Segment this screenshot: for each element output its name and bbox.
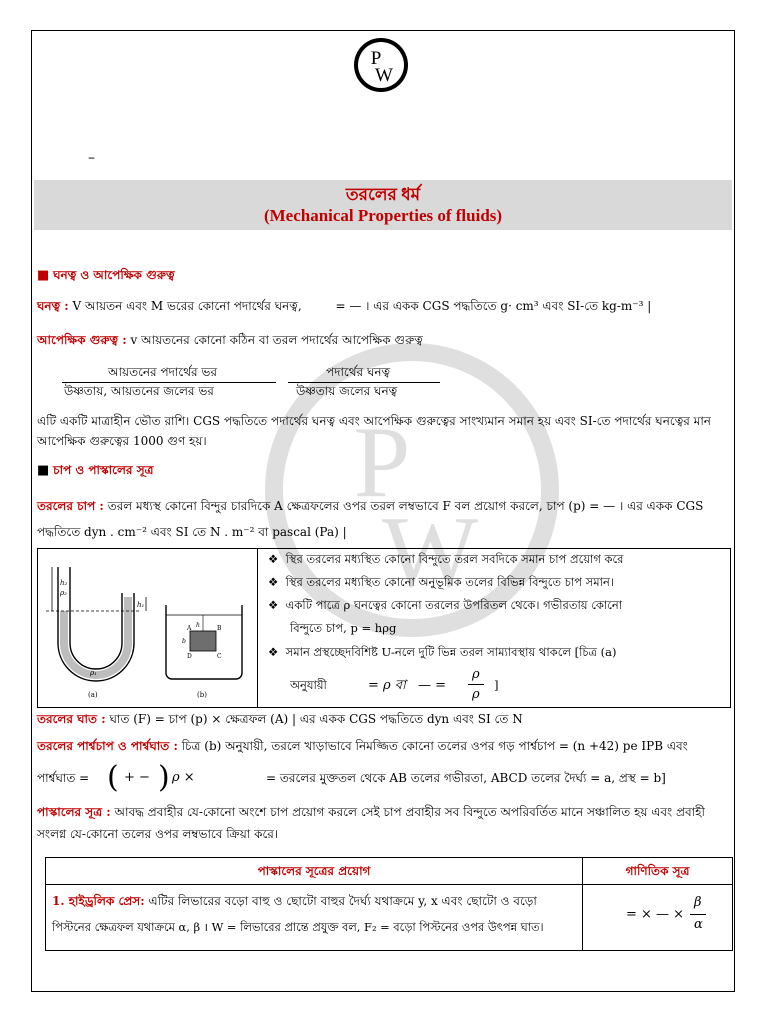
- title-english: (Mechanical Properties of fluids): [263, 206, 503, 225]
- bullet-square-icon: ■: [37, 463, 50, 478]
- pressure-point-2: ❖ স্থির তরলের মধ্যস্থিত কোনো অনুভূমিক তলের বিভিন্ন বিন্দুতে চাপ সমান।: [268, 575, 614, 589]
- bullet-square-icon: ■: [37, 268, 50, 283]
- title-banner: [34, 180, 732, 230]
- fig-label-b-width: b: [182, 638, 186, 645]
- section-heading-density: ■ ঘনত্ব ও আপেক্ষিক গুরুত্ব: [37, 268, 175, 283]
- hydraulic-formula-bar: [690, 914, 706, 915]
- fig-label-D: D: [187, 653, 192, 660]
- pressure-definition-line-1: তরলের চাপ : তরল মধ্যস্থ কোনো বিন্দুর চারদিকে A ক্ষেত্রফলের ওপর তরল লম্বভাবে F বল প্রয়োগ করলে, চাপ (p) = — । এর একক CGS: [37, 499, 704, 513]
- fig-label-C: C: [217, 653, 222, 660]
- hydraulic-formula: = × — ×: [626, 907, 685, 922]
- pressure-point-3-cont: বিন্দুতে চাপ, p = hρg: [290, 621, 397, 635]
- fig-label-a: (a): [88, 691, 98, 699]
- fraction-2-denominator: উষ্ণতায় জলের ঘনত্ব: [296, 384, 398, 398]
- fraction-1-denominator: উষ্ণতায়, আয়তনের জলের ভর: [64, 384, 214, 398]
- paragraph-line-1: এটি একটি মাত্রাহীন ভৌত রাশি। CGS পদ্ধতিতে পদার্থের ঘনত্ব এবং আপেক্ষিক গুরুত্বের সাংখ্যমান সমান হয় এবং SI-তে পদার্থের ঘনত্বের মান: [37, 414, 711, 428]
- lateral-rho-times: ρ ×: [172, 770, 195, 785]
- stray-dash: –: [88, 150, 95, 166]
- section-heading-pressure: ■ চাপ ও পাস্কালের সূত্র: [37, 463, 154, 478]
- fraction-1-numerator: আয়তনের পদার্থের ভর: [108, 365, 217, 379]
- fig-label-h1: h₁: [137, 601, 145, 609]
- pascal-law-line-1: পাস্কালের সূত্র : আবদ্ধ প্রবাহীর যে-কোনো অংশে চাপ প্রয়োগ করলে সেই চাপ প্রবাহীর সব বিন্দুতে অপরিবর্তিত মানে সঞ্চালিত হয় এবং প্রবাহী: [37, 805, 705, 819]
- logo-letter-p: P: [370, 48, 382, 69]
- lateral-thrust-explanation: = তরলের মুক্ততল থেকে AB তলের গভীরতা, ABCD তলের দৈর্ঘ্য = a, প্রস্থ = b]: [266, 771, 666, 785]
- pressure-point-4: ❖ সমান প্রস্থচ্ছেদবিশিষ্ট U-নলে দুটি ভিন্ন তরল সাম্যাবস্থায় থাকলে [চিত্র (a): [268, 645, 617, 659]
- pressure-point-1: ❖ স্থির তরলের মধ্যস্থিত কোনো বিন্দুতে তরল সবদিকে সমান চাপ প্রয়োগ করে: [268, 552, 624, 566]
- title-bengali: তরলের ধর্ম: [345, 185, 421, 204]
- panel-divider: [257, 549, 258, 707]
- density-definition: ঘনত্ব : V আয়তন এবং M ভরের কোনো পদার্থের ঘনত্ব, = — । এর একক CGS পদ্ধতিতে g· cm³ এবং SI-তে kg-m⁻³ |: [37, 299, 652, 313]
- u-tube-fraction-bar: [468, 684, 484, 685]
- fig-label-h: h: [196, 622, 200, 629]
- pascal-application-table: [45, 857, 733, 951]
- lateral-paren-close: ): [158, 760, 170, 795]
- pressure-point-4-cont: অনুযায়ী: [290, 678, 327, 692]
- svg-text:W: W: [381, 496, 479, 609]
- u-tube-and-vessel-figure: [40, 553, 254, 703]
- thrust-definition: তরলের ঘাত : ঘাত (F) = চাপ (p) × ক্ষেত্রফল (A) | এর একক CGS পদ্ধতিতে dyn এবং SI তে N: [37, 712, 523, 726]
- u-tube-fraction-den: ρ: [472, 687, 480, 702]
- fig-label-B: B: [217, 625, 222, 632]
- table-row-hydraulic-line-1: 1. হাইড্রলিক প্রেস: এটির লিভারের বড়ো বাহু ও ছোটো বাহুর দৈর্ঘ্য যথাক্রমে y, x এবং ছোটো ও বড়ো: [52, 894, 537, 908]
- lateral-paren-content: + −: [124, 770, 150, 785]
- fig-label-h2: h₂: [60, 579, 68, 587]
- fig-label-A: A: [187, 625, 192, 632]
- lateral-paren-open: (: [107, 760, 119, 795]
- u-tube-fraction-num: ρ: [472, 667, 480, 682]
- table-header-application: পাস্কালের সূত্রের প্রয়োগ: [257, 864, 371, 878]
- pressure-panel: [37, 548, 731, 708]
- fraction-2-numerator: পদার্থের ঘনত্ব: [326, 365, 391, 379]
- fig-label-b: (b): [197, 691, 207, 699]
- fig-label-rho1: ρ₁: [90, 669, 97, 677]
- lateral-pressure-definition: তরলের পার্শ্বচাপ ও পার্শ্বঘাত : চিত্র (b) অনুযায়ী, তরলে খাড়াভাবে নিমজ্জিত কোনো তলের ওপর গড় পার্শ্বচাপ = (n +42) pe IPB এবং: [37, 739, 688, 753]
- svg-text:P: P: [353, 406, 411, 519]
- hydraulic-formula-num: β: [694, 895, 702, 910]
- table-header-formula: গাণিতিক সূত্র: [625, 864, 690, 878]
- table-header-divider: [46, 884, 732, 885]
- pascal-law-line-2: সংলগ্ন যে-কোনো তলের ওপর লম্বভাবে ক্রিয়া করে।: [37, 827, 279, 841]
- pressure-point-3: ❖ একটি পাত্রে ρ ঘনত্বের কোনো তরলের উপরিতল থেকে। গভীরতায় কোনো: [268, 598, 623, 612]
- logo-letter-w: W: [375, 65, 393, 86]
- u-tube-equation: = ρ বা — =: [368, 678, 446, 693]
- u-tube-close-bracket: ]: [494, 678, 499, 692]
- fig-label-rho2: ρ₂: [60, 589, 67, 597]
- pw-logo: [353, 37, 409, 93]
- pressure-definition-line-2: পদ্ধতিতে dyn . cm⁻² এবং SI তে N . m⁻² বা pascal (Pa) |: [37, 525, 347, 539]
- lateral-thrust-label: পার্শ্বঘাত =: [37, 771, 90, 785]
- hydraulic-formula-den: α: [694, 917, 703, 932]
- paragraph-line-2: আপেক্ষিক গুরুত্বের 1000 গুণ হয়।: [37, 434, 207, 448]
- table-row-hydraulic-line-2: পিস্টনের ক্ষেত্রফল যথাক্রমে α, β । W = লিভারের প্রান্তে প্রযুক্ত বল, F₂ = বড়ো পিস্টনের ওপর উৎপন্ন ঘাত।: [52, 920, 544, 934]
- relative-density-definition: আপেক্ষিক গুরুত্ব : v আয়তনের কোনো কঠিন বা তরল পদার্থের আপেক্ষিক গুরুত্ব: [37, 333, 423, 347]
